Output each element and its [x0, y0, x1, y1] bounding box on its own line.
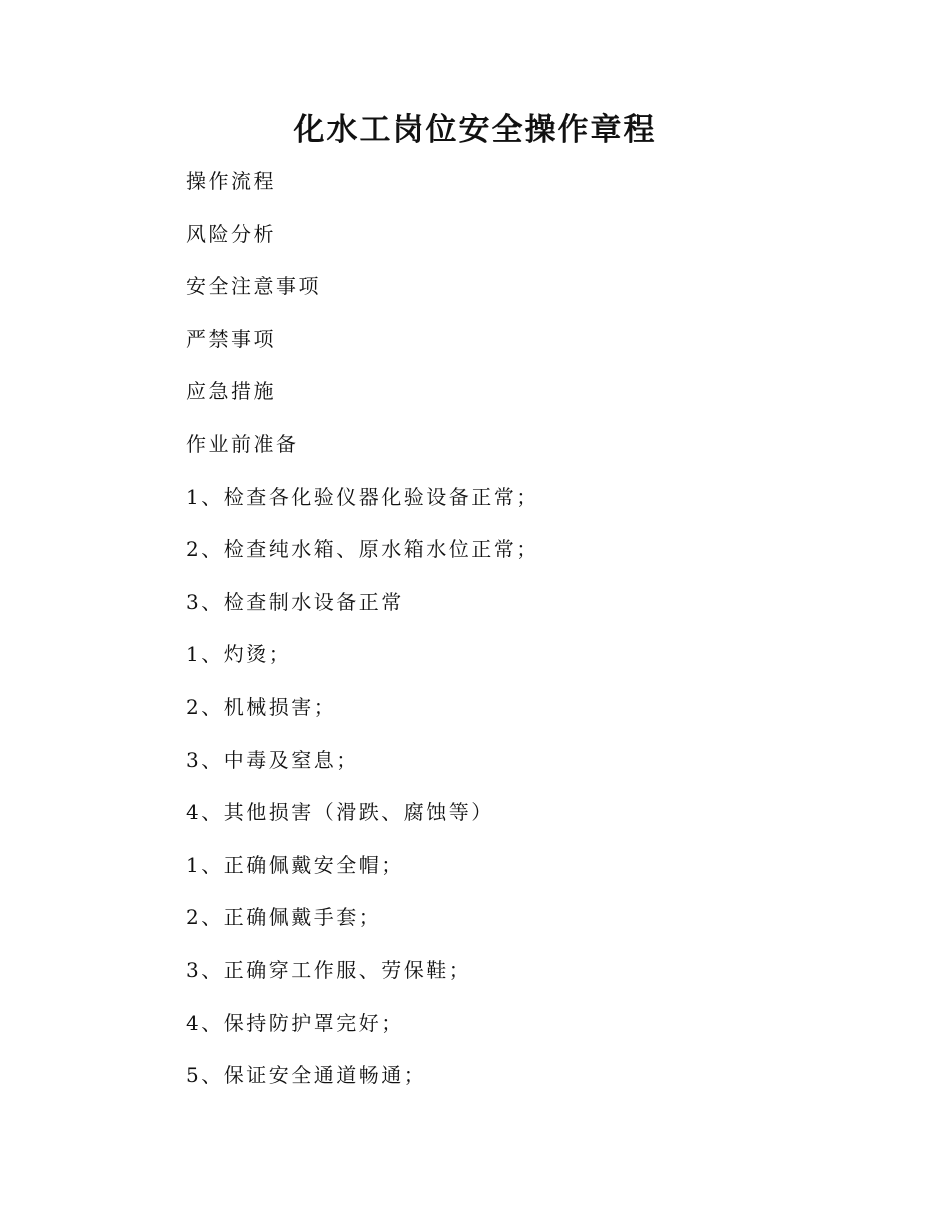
text-line: 1、灼烫； [186, 642, 292, 667]
document-title: 化水工岗位安全操作章程 [293, 112, 657, 148]
text-line: 4、其他损害（滑跌、腐蚀等） [186, 800, 494, 825]
text-line: 安全注意事项 [186, 274, 321, 299]
text-line: 风险分析 [186, 221, 276, 246]
text-line: 3、中毒及窒息； [186, 747, 359, 772]
text-line: 2、检查纯水箱、原水箱水位正常； [186, 537, 539, 562]
text-line: 1、正确佩戴安全帽； [186, 852, 404, 877]
text-line: 操作流程 [186, 169, 276, 193]
text-line: 2、机械损害； [186, 694, 337, 719]
text-line: 3、检查制水设备正常 [186, 589, 404, 614]
text-line: 作业前准备 [186, 431, 299, 456]
text-line: 4、保持防护罩完好； [186, 1010, 404, 1035]
text-line: 5、保证安全通道畅通； [186, 1063, 427, 1088]
text-line: 应急措施 [186, 379, 276, 404]
text-line: 1、检查各化验仪器化验设备正常； [186, 484, 539, 509]
text-line: 严禁事项 [186, 326, 276, 351]
document-body [186, 166, 886, 1113]
text-line: 3、正确穿工作服、劳保鞋； [186, 957, 472, 982]
text-line: 2、正确佩戴手套； [186, 905, 382, 930]
